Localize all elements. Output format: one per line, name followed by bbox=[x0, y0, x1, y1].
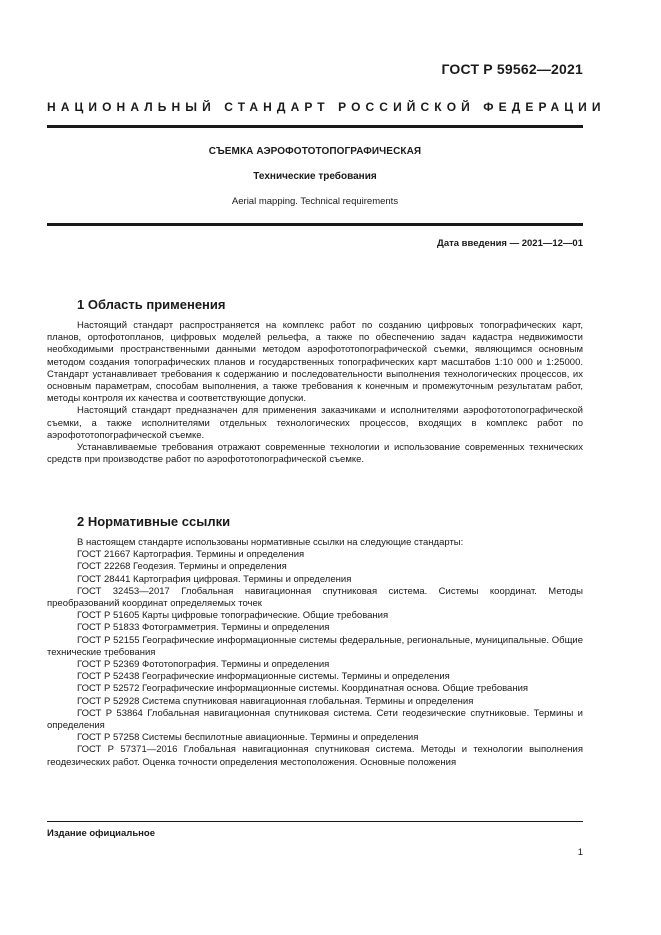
section-1-body bbox=[47, 320, 583, 466]
reference-item: ГОСТ 28441 Картография цифровая. Термины и определения bbox=[77, 573, 352, 585]
section-1-paragraph: Настоящий стандарт распространяется на комплекс работ по созданию цифровых топографических карт, планов, ортофотопланов, цифровых моделей рельефа, а также по обеспечению задач кадастра недвижимости необходимыми пространственными данными методом аэрофототопографической съемки, являющимся основным методом создания топографических планов и государственных топографических карт масштабов 1:10 000 и 1:25000. Стандарт устанавливает требования к содержанию и последовательности выполнения технологических процессов, их основным параметрам, способам выполнения, а также требования к конечным и промежуточным результатам работ, методы контроля их качества и соответствующие допуски. bbox=[47, 320, 583, 405]
reference-item: ГОСТ Р 52369 Фототопография. Термины и определения bbox=[77, 659, 330, 671]
section-2-body bbox=[47, 537, 583, 769]
section-2-intro: В настоящем стандарте использованы нормативные ссылки на следующие стандарты: bbox=[77, 537, 464, 548]
national-standard-heading: НАЦИОНАЛЬНЫЙ СТАНДАРТ РОССИЙСКОЙ ФЕДЕРАЦИИ bbox=[47, 100, 606, 114]
reference-item: ГОСТ Р 51605 Карты цифровые топографические. Общие требования bbox=[77, 610, 389, 622]
reference-item: ГОСТ Р 51833 Фотограмметрия. Термины и определения bbox=[77, 622, 330, 634]
reference-item: ГОСТ 32453—2017 Глобальная навигационная спутниковая система. Системы координат. Методы преобразований координат определяемых точек bbox=[47, 585, 583, 610]
reference-item: ГОСТ Р 52438 Географические информационные системы. Термины и определения bbox=[77, 671, 450, 683]
top-rule bbox=[47, 125, 583, 128]
reference-item: ГОСТ Р 57371—2016 Глобальная навигационная спутниковая система. Методы и технологии выполнения геодезических работ. Оценка точности определения местоположения. Основные положения bbox=[47, 744, 583, 768]
footer-rule bbox=[47, 821, 583, 822]
reference-item: ГОСТ Р 57258 Системы беспилотные авиационные. Термины и определения bbox=[77, 732, 419, 744]
section-1-paragraph: Настоящий стандарт предназначен для применения заказчиками и исполнителями аэрофототопографической съемки, а также исполнителями отдельных технологических процессов, входящих в комплекс работ по аэрофототопографической съемке. bbox=[47, 405, 583, 441]
section-1-title: 1 Область применения bbox=[77, 297, 226, 312]
reference-item: ГОСТ Р 52928 Система спутниковая навигационная глобальная. Термины и определения bbox=[77, 695, 474, 707]
gost-number: ГОСТ Р 59562—2021 bbox=[441, 61, 583, 77]
document-subtitle: Технические требования bbox=[253, 171, 377, 182]
reference-item: ГОСТ 22268 Геодезия. Термины и определения bbox=[77, 561, 287, 573]
section-2-title: 2 Нормативные ссылки bbox=[77, 514, 231, 529]
official-edition-label: Издание официальное bbox=[47, 828, 155, 839]
section-1-paragraph: Устанавливаемые требования отражают современные технологии и использование современных технических средств при производстве работ по аэрофототопографической съемке. bbox=[47, 442, 583, 466]
reference-item: ГОСТ 21667 Картография. Термины и определения bbox=[77, 549, 305, 561]
document-title: СЪЕМКА АЭРОФОТОТОПОГРАФИЧЕСКАЯ bbox=[208, 146, 422, 157]
reference-item: ГОСТ Р 53864 Глобальная навигационная спутниковая система. Сети геодезические спутниковые. Термины и определения bbox=[47, 707, 583, 732]
reference-item: ГОСТ Р 52572 Географические информационные системы. Координатная основа. Общие требования bbox=[77, 683, 529, 695]
page-number: 1 bbox=[577, 847, 583, 858]
title-rule bbox=[47, 223, 583, 226]
reference-item: ГОСТ Р 52155 Географические информационные системы федеральные, региональные, муниципальные. Общие технические требования bbox=[47, 634, 583, 658]
document-title-english: Aerial mapping. Technical requirements bbox=[231, 196, 399, 207]
introduction-date: Дата введения — 2021—12—01 bbox=[437, 238, 583, 249]
